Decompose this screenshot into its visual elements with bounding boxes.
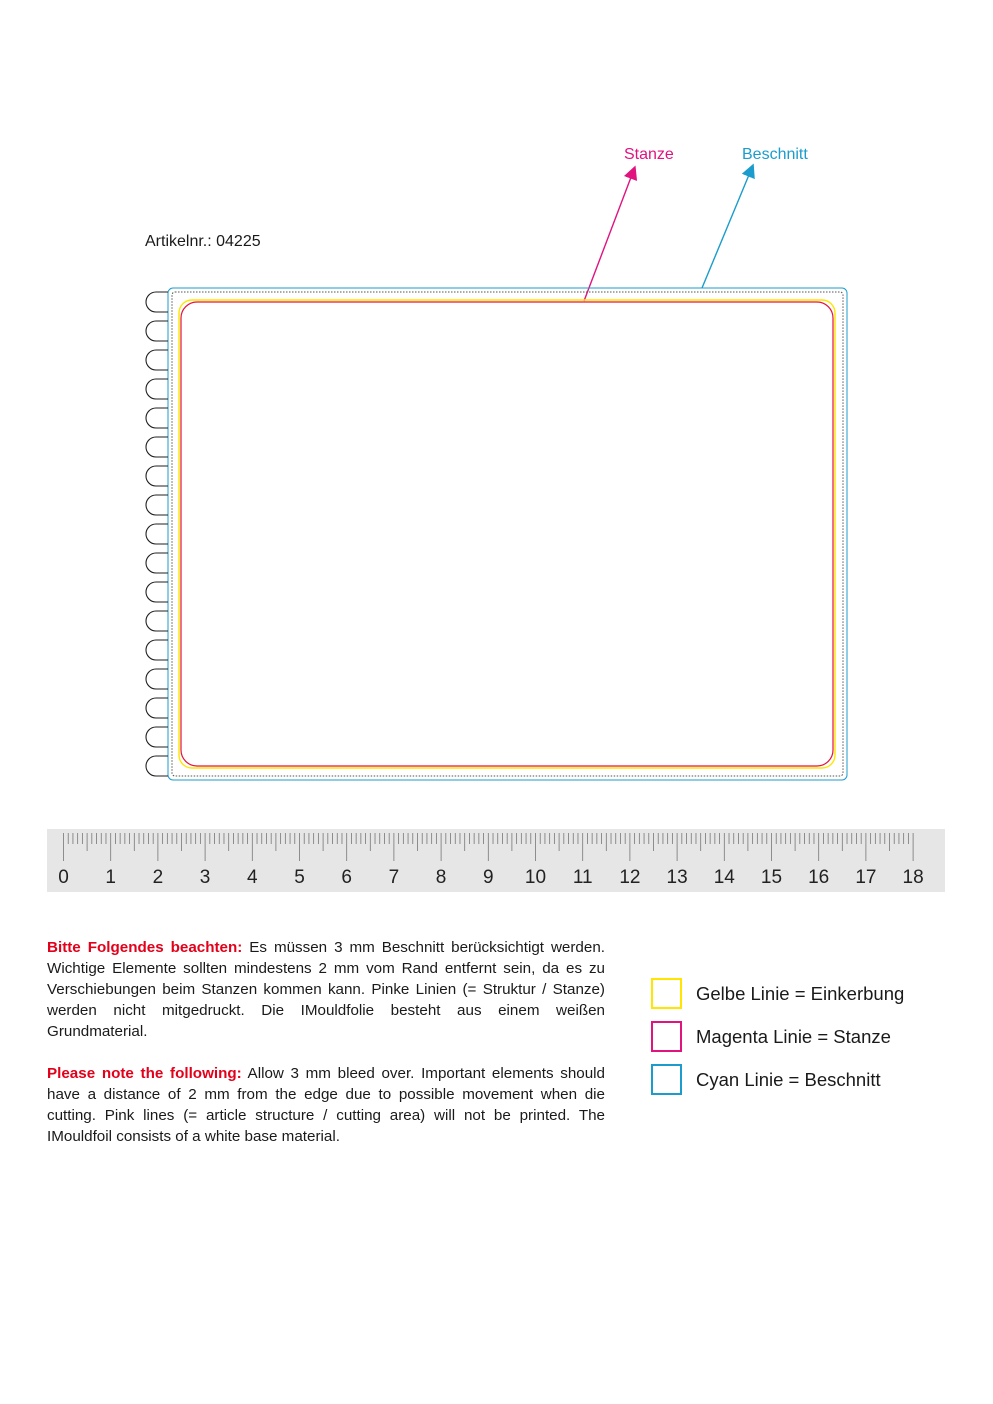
note-german-body: Es müssen 3 mm Beschnitt berücksichtigt werden. Wichtige Elemente sollten mindestens 2 mm vom Rand entfernt sein, da es zu Verschiebungen beim Stanzen kommen kann. Pinke Linien (= Struktur / Stanze) werden nicht mitgedruckt. Die IMouldfolie besteht aus einem weißen Grundmaterial. xyxy=(47,939,605,1040)
stanze-label: Stanze xyxy=(624,146,674,163)
ruler-number: 5 xyxy=(294,867,305,888)
ruler-number: 3 xyxy=(199,867,211,888)
ruler-number: 11 xyxy=(572,867,593,888)
ruler-number: 16 xyxy=(808,867,830,888)
legend-cyan-swatch xyxy=(651,1064,682,1095)
ruler-number: 17 xyxy=(855,867,877,888)
ruler-number: 8 xyxy=(435,867,447,888)
ruler-number: 18 xyxy=(902,867,924,888)
ruler-number: 0 xyxy=(58,867,69,888)
ruler-number: 2 xyxy=(152,867,164,888)
ruler-number: 9 xyxy=(483,867,494,888)
ruler-number: 1 xyxy=(105,867,116,888)
legend-magenta-label: Magenta Linie = Stanze xyxy=(696,1026,891,1047)
ruler-number: 4 xyxy=(247,867,258,888)
note-english-lead: Please note the following: xyxy=(47,1065,242,1082)
notes xyxy=(47,937,605,1168)
beschnitt-label: Beschnitt xyxy=(742,146,808,163)
article-number: Artikelnr.: 04225 xyxy=(145,233,261,250)
legend-yellow-label: Gelbe Linie = Einkerbung xyxy=(696,983,905,1004)
note-english xyxy=(47,1063,605,1147)
legend-cyan-label: Cyan Linie = Beschnitt xyxy=(696,1069,881,1090)
note-german xyxy=(47,937,605,1042)
legend-yellow-swatch xyxy=(651,978,682,1009)
note-english-body: Allow 3 mm bleed over. Important elements should have a distance of 2 mm from the edge due to possible movement when die cutting. Pink lines (= article structure / cutting area) will not be printed. The IMouldfoil consists of a white base material. xyxy=(47,1065,605,1145)
ruler-number: 12 xyxy=(619,867,641,888)
ruler-number: 14 xyxy=(713,867,735,888)
ruler-number: 13 xyxy=(666,867,688,888)
ruler-number: 7 xyxy=(388,867,400,888)
ruler-number: 6 xyxy=(341,867,352,888)
ruler-number: 10 xyxy=(524,867,547,888)
legend-magenta-swatch xyxy=(651,1021,682,1052)
note-german-lead: Bitte Folgendes beachten: xyxy=(47,939,243,956)
ruler-number: 15 xyxy=(760,867,783,888)
